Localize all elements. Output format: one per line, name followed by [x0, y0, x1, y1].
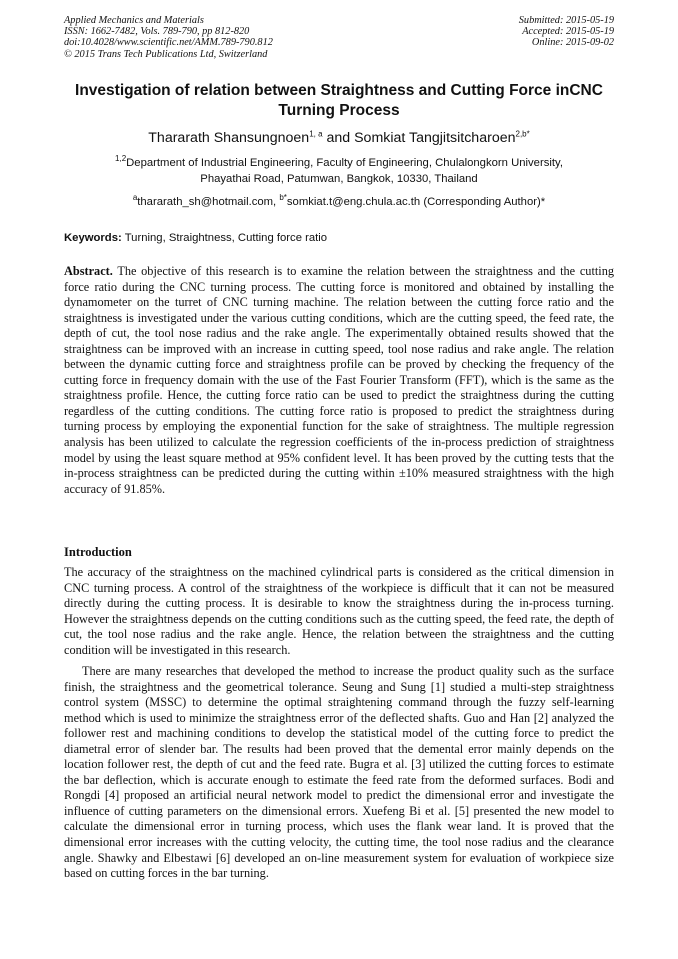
keywords-label: Keywords:: [64, 232, 122, 244]
affil-mark: 1,2: [115, 154, 127, 164]
author-list: [60, 129, 618, 147]
online-date: Online: 2015-09-02: [531, 37, 614, 49]
email-2: somkiat.t@eng.chula.ac.th (Corresponding Author)*: [286, 196, 546, 208]
issn-line: ISSN: 1662-7482, Vols. 789-790, pp 812-820: [64, 26, 250, 38]
intro-paragraph-2: There are many researches that developed the method to increase the product quality such as the surface finish, the straightness and the geometrical tolerance. Seung and Sung [1] studied a multi-step straightness control system (MSSC) to determine the optimal straightening command through the fuzzy self-learning method which is used to minimize the straightness error of the deflected shafts. Guo and Han [2] analyzed the follower rest and machining conditions to develop the statistical model of the cutting force to predict the diametral error of slender bar. The results had been proved that the demental error mainly depends on the location follower rest, the depth of cut and the feed rate. Bugra et al. [3] utilized the cutting forces to estimate the bar deflection, which is accurate enough to estimate the feed rate from the deformed surfaces. Bodi and Rongdi [4] proposed an artificial neural network model to predict the dimensional error and investigate the influence of cutting parameters on the dimensional errors. Xuefeng Bi et al. [5] presented the new model to calculate the dimensional error in turning process, which uses the flank wear land. It is proved that the dimensional error increases with the cutting velocity, the cutting time, the tool nose radius and the clearance angle. Shawky and Elbestawi [6] developed an on-line measurement system for evaluation of workpiece size based on cutting forces in the bar turning.: [64, 664, 614, 881]
intro-paragraph-1: The accuracy of the straightness on the machined cylindrical parts is considered as the critical dimension in CNC turning process. A control of the straightness of the workpiece is difficult that it can not be measured directly during the cutting process. It is desirable to know the straightness during the in-process turning. However the straightness depends on the cutting conditions such as the cutting speed, the feed rate, the depth of cut, the tool nose radius and the rake angle. Hence, the relation between the straightness and the cutting condition will be investigated in this research.: [64, 565, 614, 657]
keywords-text: Turning, Straightness, Cutting force ratio: [121, 232, 328, 244]
email-2-mark: b*: [279, 193, 287, 203]
doi-line: doi:10.4028/www.scientific.net/AMM.789-790.812: [64, 37, 273, 49]
title-line-2: Turning Process: [278, 102, 400, 119]
submitted-date: Submitted: 2015-05-19: [518, 15, 614, 26]
author-2: and Somkiat Tangjitsitcharoen: [322, 130, 516, 146]
journal-info: [64, 15, 394, 60]
accepted-date: Accepted: 2015-05-19: [522, 26, 614, 38]
author-1: Thararath Shansungnoen: [148, 130, 310, 146]
abstract-text: The objective of this research is to examine the relation between the straightness and the cutting force ratio during the CNC turning process. The cutting force is monitored and obtained by installing the dynamometer on the turret of CNC turning machine. The relation between the cutting force ratio and the straightness is investigated under the various cutting conditions, which are the cutting speed, the feed rate, the depth of cut, the tool nose radius and the rake angle. The experimentally obtained results showed that the straightness can be improved with an increase in cutting speed, tool nose radius and rake angle. The relation between the dynamic cutting force and straightness profile can be proved by checking the frequency of the cutting force in frequency domain with the use of the Fast Fourier Transform (FFT), which is the same as the straightness profile. Hence, the cutting force ratio can be used to predict the straightness during the cutting regardless of the cutting conditions. The cutting force ratio is proposed to predict the straightness during turning process by employing the exponential function for the sake of straightness. The multiple regression analysis has been utilized to calculate the regression coefficients of the in-process prediction of straightness model by using the least square method at 95% confident level. It has been proved by the cutting tests that the in-process straightness can be predicted during the cutting within ±10% measured straightness with the high accuracy of 91.85%.: [64, 264, 614, 496]
affil-line-1: Department of Industrial Engineering, Faculty of Engineering, Chulalongkorn University,: [126, 157, 563, 169]
affiliation: [70, 156, 608, 187]
affil-line-2: Phayathai Road, Patumwan, Bangkok, 10330, Thailand: [200, 172, 478, 185]
abstract: [64, 264, 614, 497]
publication-dates: [384, 15, 614, 49]
copyright-line: © 2015 Trans Tech Publications Ltd, Switzerland: [64, 48, 268, 60]
author-emails: [60, 195, 618, 209]
author-2-affil-mark: 2,b*: [515, 129, 530, 139]
abstract-label: Abstract.: [64, 264, 113, 278]
author-1-affil-mark: 1, a: [309, 129, 323, 139]
journal-name: Applied Mechanics and Materials: [64, 15, 204, 26]
paper-title: [60, 81, 618, 121]
email-1-mark: a: [132, 193, 138, 203]
keywords: [64, 231, 614, 245]
section-heading-introduction: Introduction: [64, 545, 132, 559]
email-1: thararath_sh@hotmail.com,: [137, 196, 280, 208]
title-line-1: Investigation of relation between Straightness and Cutting Force inCNC: [75, 82, 603, 99]
